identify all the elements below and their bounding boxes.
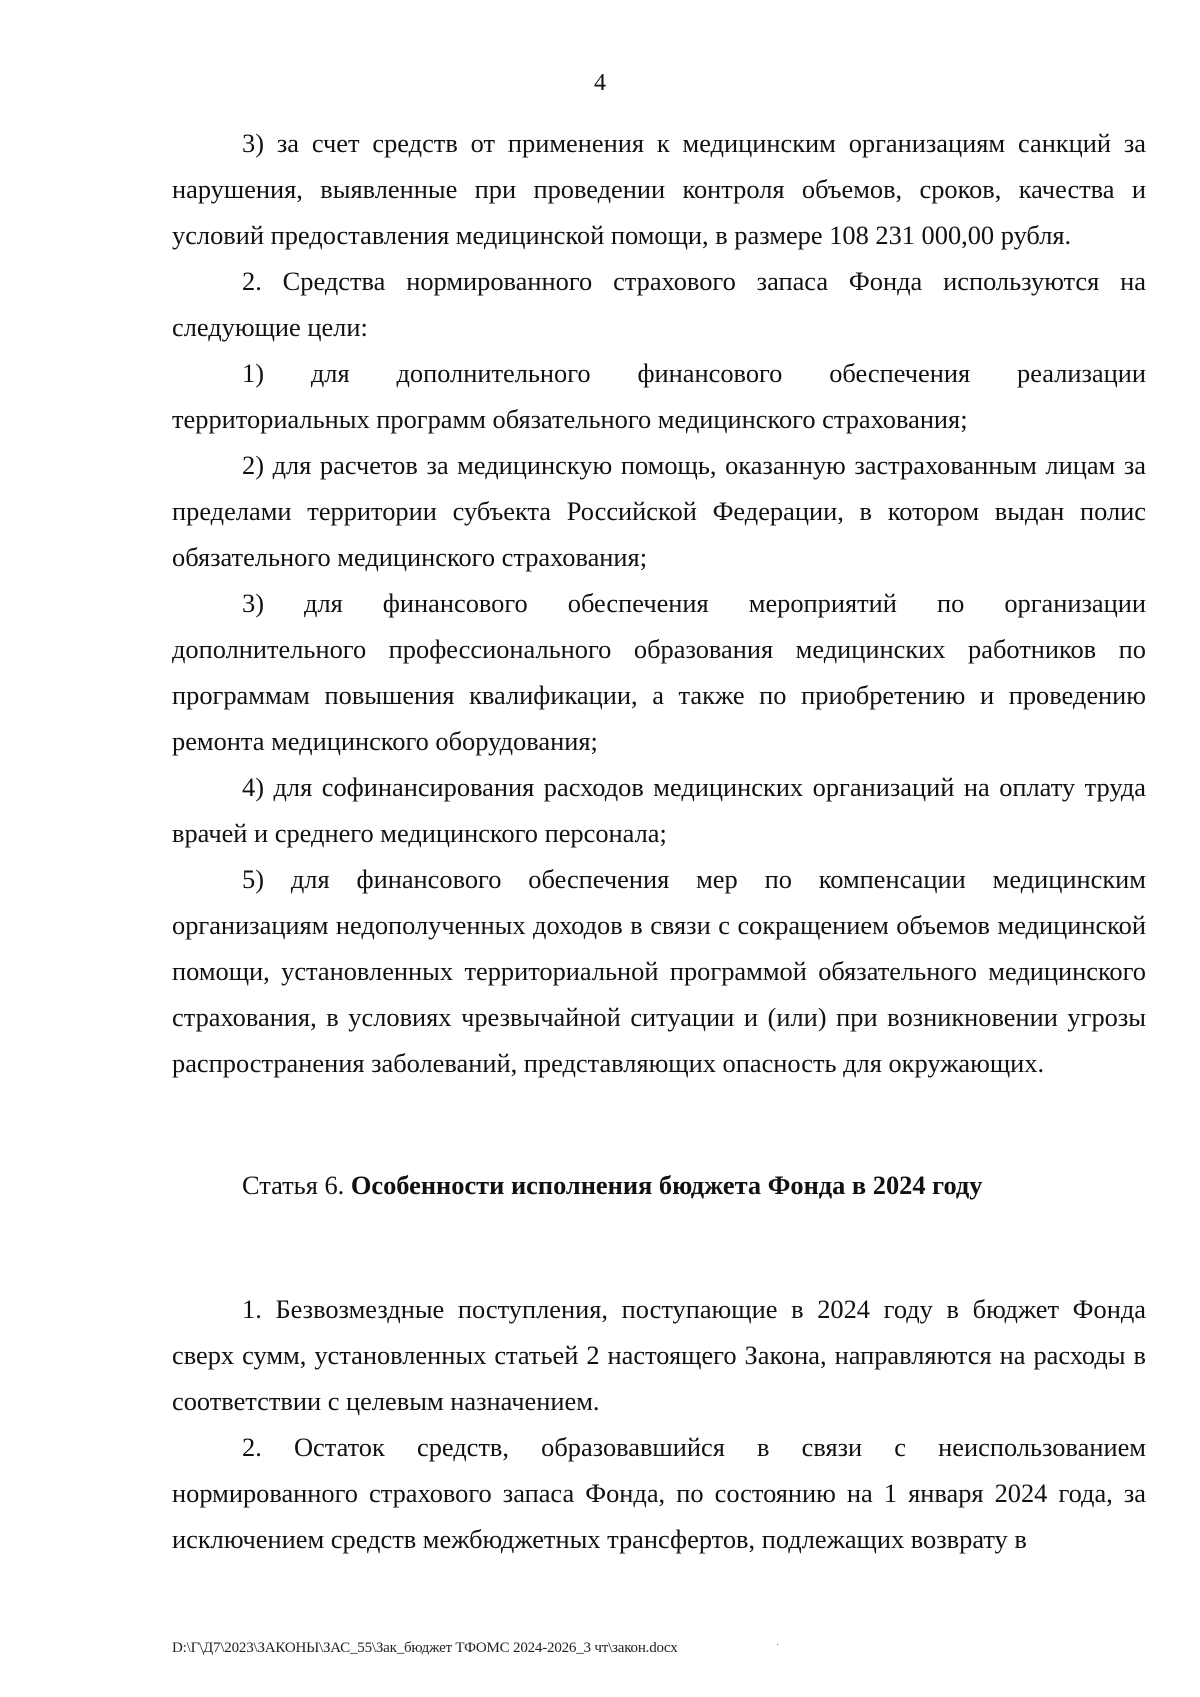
list-item-5: 5) для финансового обеспечения мер по компенсации медицинским организациям недополученных доходов в связи с сокращением объемов медицинской помощи, установленных территориальной программой обязательного медицинского страхования, в условиях чрезвычайной ситуации и (или) при возникновении угрозы распространения заболеваний, представляющих опасность для окружающих. xyxy=(172,864,1146,1078)
list-item-2: 2) для расчетов за медицинскую помощь, оказанную застрахованным лицам за пределами территории субъекта Российской Федерации, в котором выдан полис обязательного медицинского страхования; xyxy=(172,450,1146,572)
paragraph-item-3-sanctions: 3) за счет средств от применения к медицинским организациям санкций за нарушения, выявленные при проведении контроля объемов, сроков, качества и условий предоставления медицинской помощи, в размере 108 231 000,00 рубля. xyxy=(172,128,1146,250)
list-item-3: 3) для финансового обеспечения мероприятий по организации дополнительного профессионального образования медицинских работников по программам повышения квалификации, а также по приобретению и проведению ремонта медицинского оборудования; xyxy=(172,588,1146,756)
list-item-1: 1) для дополнительного финансового обеспечения реализации территориальных программ обязательного медицинского страхования; xyxy=(172,358,1146,434)
article-label: Статья 6. xyxy=(242,1170,345,1200)
article-paragraph-1: 1. Безвозмездные поступления, поступающие в 2024 году в бюджет Фонда сверх сумм, установленных статьей 2 настоящего Закона, направляются на расходы в соответствии с целевым назначением. xyxy=(172,1294,1146,1416)
page-number: 4 xyxy=(594,70,606,96)
list-item-4: 4) для софинансирования расходов медицинских организаций на оплату труда врачей и среднего медицинского персонала; xyxy=(172,772,1146,848)
footer-file-path: D:\Г\Д7\2023\ЗАКОНЫ\ЗАС_55\Зак_бюджет ТФОМС 2024-2026_3 чт\закон.docx xyxy=(172,1640,678,1656)
paragraph-2-purposes: 2. Средства нормированного страхового запаса Фонда используются на следующие цели: xyxy=(172,266,1146,342)
footer-mark: · xyxy=(776,1640,780,1651)
article-title: Особенности исполнения бюджета Фонда в 2024 году xyxy=(350,1170,983,1200)
article-heading xyxy=(172,1162,1146,1208)
document-body xyxy=(172,120,1146,1562)
article-paragraph-2: 2. Остаток средств, образовавшийся в связи с неиспользованием нормированного страхового запаса Фонда, по состоянию на 1 января 2024 года, за исключением средств межбюджетных трансфертов, подлежащих возврату в xyxy=(172,1432,1146,1554)
